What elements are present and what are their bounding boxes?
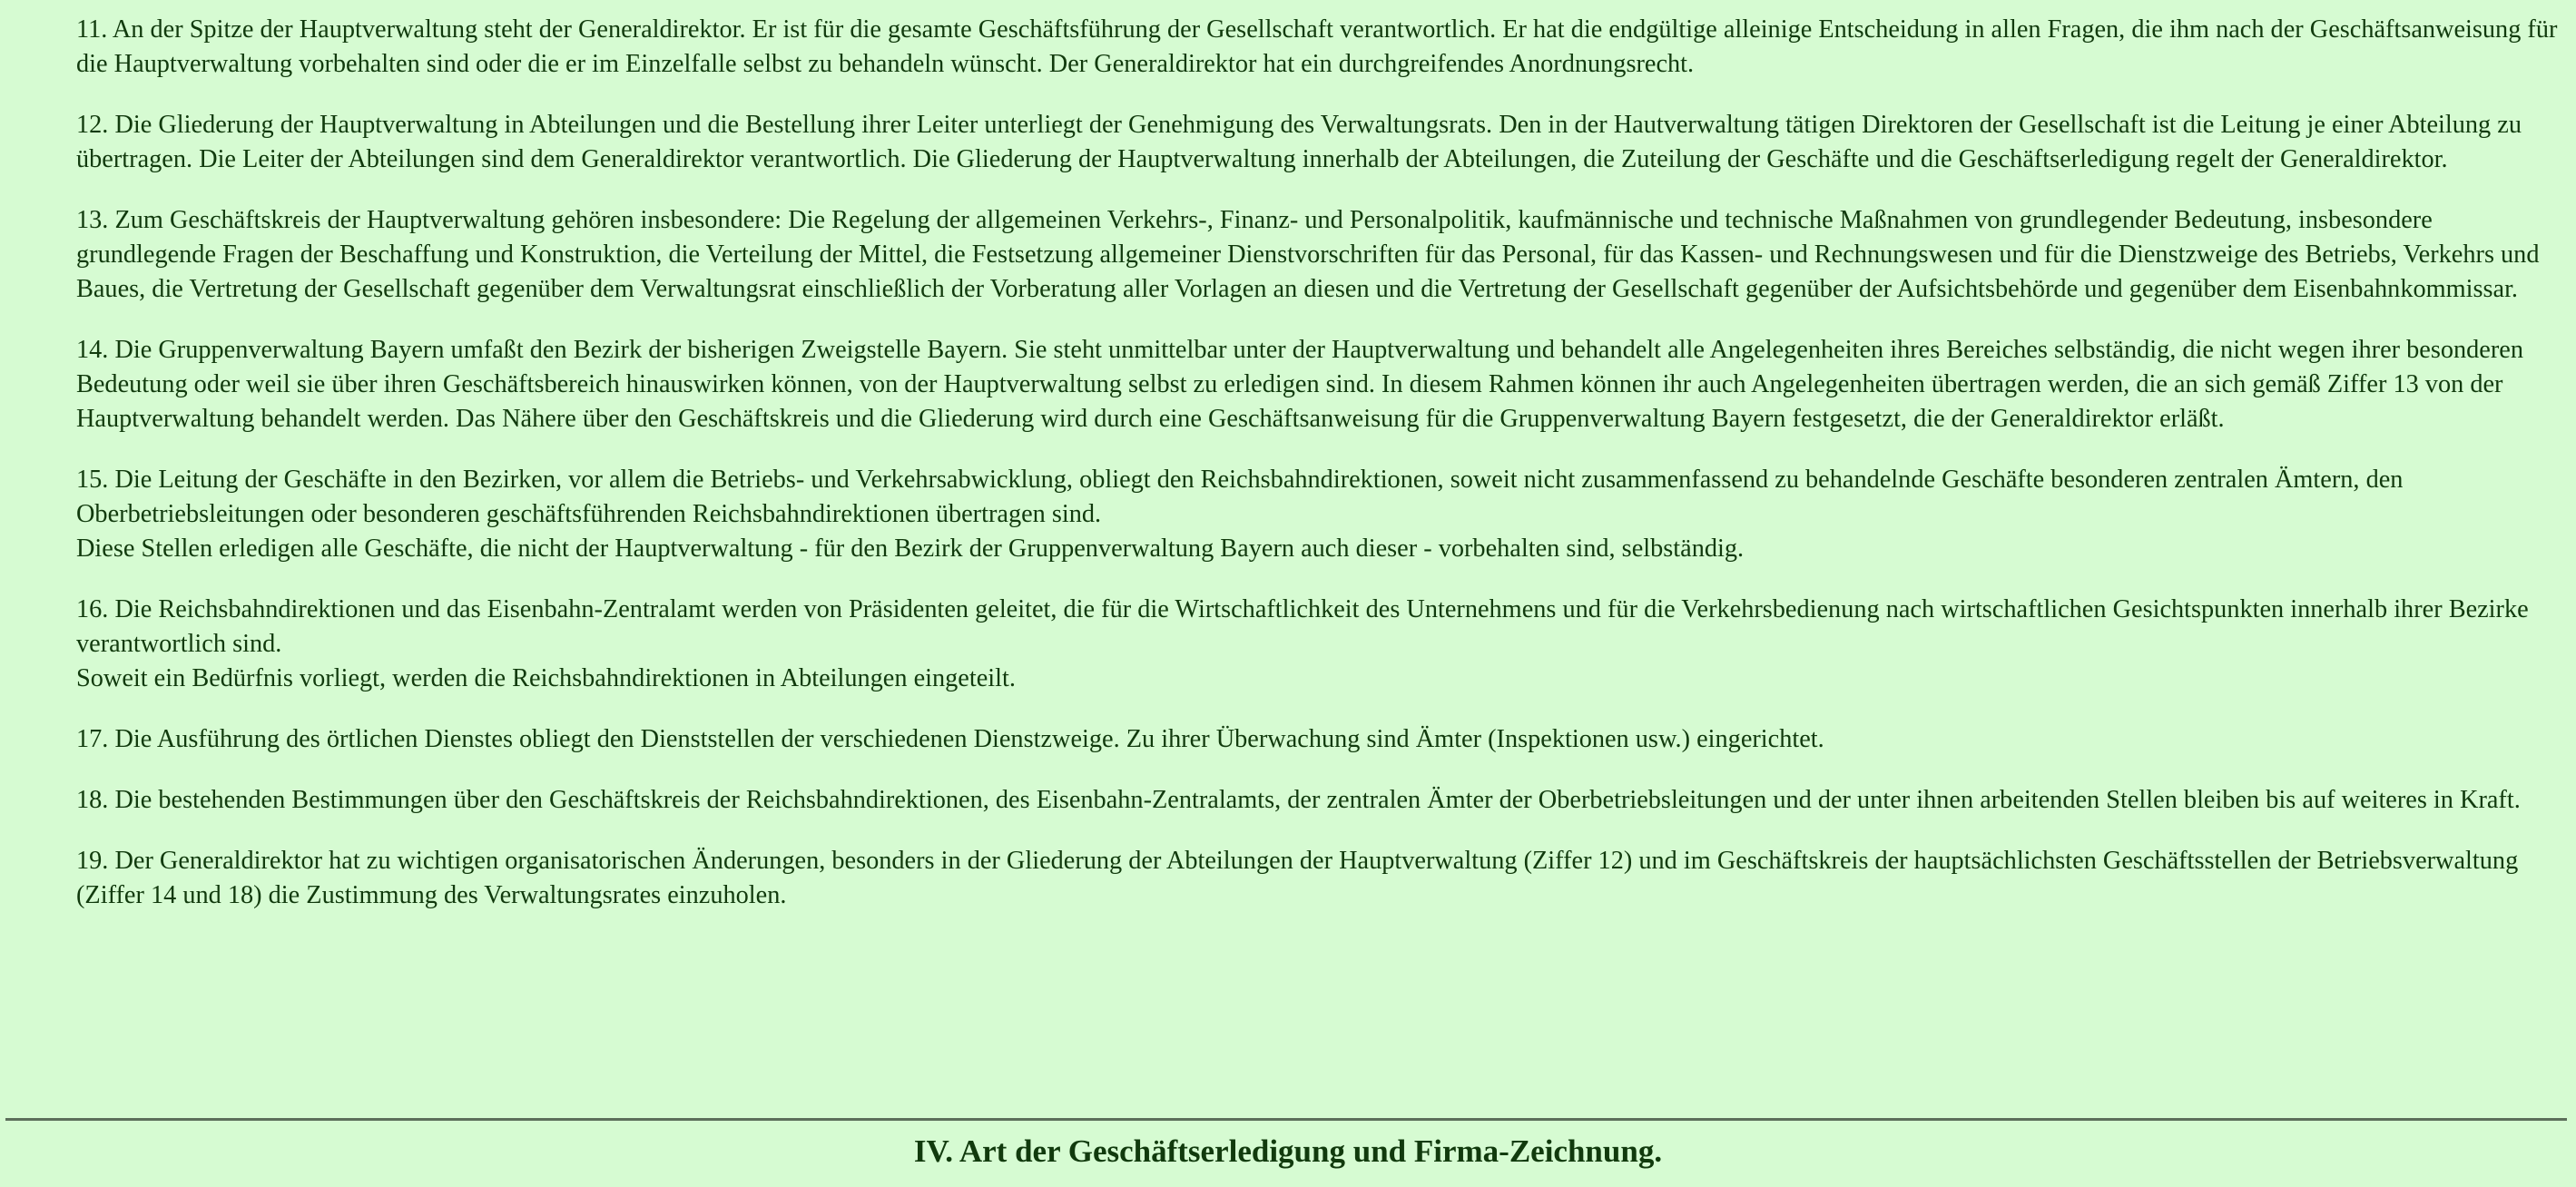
paragraph-text: 15. Die Leitung der Geschäfte in den Bezirken, vor allem die Betriebs- und Verkehrsabwicklung, obliegt den Reichsbahndirektionen, soweit nicht zusammenfassend zu behandelnde Geschäfte besonderen zentralen Ämtern, den Oberbetriebsleitungen oder besonderen geschäftsführenden Reichsbahndirektionen übertragen sind. bbox=[76, 466, 2404, 528]
paragraph-15 bbox=[76, 463, 2563, 566]
paragraph-text: 13. Zum Geschäftskreis der Hauptverwaltung gehören insbesondere: Die Regelung der allgemeinen Verkehrs-, Finanz- und Personalpolitik, kaufmännische und technische Maßnahmen von grundlegender Bedeutung, insbesondere grundlegende Fragen der Beschaffung und Konstruktion, die Verteilung der Mittel, die Festsetzung allgemeiner Dienstvorschriften für das Personal, für das Kassen- und Rechnungswesen und für die Dienstzweige des Betriebs, Verkehrs und Baues, die Vertretung der Gesellschaft gegenüber dem Verwaltungsrat einschließlich der Vorberatung aller Vorlagen an diesen und die Vertretung der Gesellschaft gegenüber der Aufsichtsbehörde und gegenüber dem Eisenbahnkommissar. bbox=[76, 206, 2540, 303]
paragraph-text-continuation: Soweit ein Bedürfnis vorliegt, werden die Reichsbahndirektionen in Abteilungen eingeteilt. bbox=[76, 664, 1016, 692]
paragraph-16 bbox=[76, 593, 2563, 696]
paragraph-text: 19. Der Generaldirektor hat zu wichtigen organisatorischen Änderungen, besonders in der Gliederung der Abteilungen der Hauptverwaltung (Ziffer 12) und im Geschäftskreis der hauptsächlichsten Geschäftsstellen der Betriebsverwaltung (Ziffer 14 und 18) die Zustimmung des Verwaltungsrates einzuholen. bbox=[76, 847, 2519, 909]
paragraph-text: 14. Die Gruppenverwaltung Bayern umfaßt den Bezirk der bisherigen Zweigstelle Bayern. Sie steht unmittelbar unter der Hauptverwaltung und behandelt alle Angelegenheiten ihres Bereiches selbständig, die nicht wegen ihrer besonderen Bedeutung oder weil sie über ihren Geschäftsbereich hinauswirken können, von der Hauptverwaltung selbst zu erledigen sind. In diesem Rahmen können ihr auch Angelegenheiten übertragen werden, die an sich gemäß Ziffer 13 von der Hauptverwaltung behandelt werden. Das Nähere über den Geschäftskreis und die Gliederung wird durch eine Geschäftsanweisung für die Gruppenverwaltung Bayern festgesetzt, die der Generaldirektor erläßt. bbox=[76, 336, 2523, 433]
section-heading: IV. Art der Geschäftserledigung und Firma-Zeichnung. bbox=[913, 1133, 1663, 1169]
paragraph-12 bbox=[76, 108, 2563, 177]
paragraph-text: 12. Die Gliederung der Hauptverwaltung in Abteilungen und die Bestellung ihrer Leiter unterliegt der Genehmigung des Verwaltungsrats. Den in der Hautverwaltung tätigen Direktoren der Gesellschaft ist die Leitung je einer Abteilung zu übertragen. Die Leiter der Abteilungen sind dem Generaldirektor verantwortlich. Die Gliederung der Hauptverwaltung innerhalb der Abteilungen, die Zuteilung der Geschäfte und die Geschäftserledigung regelt der Generaldirektor. bbox=[76, 111, 2522, 173]
paragraph-text: 17. Die Ausführung des örtlichen Dienstes obliegt den Dienststellen der verschiedenen Dienstzweige. Zu ihrer Überwachung sind Ämter (Inspektionen usw.) eingerichtet. bbox=[76, 725, 1824, 753]
paragraph-19 bbox=[76, 844, 2563, 913]
paragraph-14 bbox=[76, 333, 2563, 437]
paragraph-text: 11. An der Spitze der Hauptverwaltung steht der Generaldirektor. Er ist für die gesamte Geschäftsführung der Gesellschaft verantwortlich. Er hat die endgültige alleinige Entscheidung in allen Fragen, die ihm nach der Geschäftsanweisung für die Hauptverwaltung vorbehalten sind oder die er im Einzelfalle selbst zu behandeln wünscht. Der Generaldirektor hat ein durchgreifendes Anordnungsrecht. bbox=[76, 15, 2558, 78]
paragraph-13 bbox=[76, 203, 2563, 307]
paragraph-17 bbox=[76, 722, 2563, 757]
document-body bbox=[76, 13, 2563, 939]
paragraph-text: 18. Die bestehenden Bestimmungen über den Geschäftskreis der Reichsbahndirektionen, des Eisenbahn-Zentralamts, der zentralen Ämter der Oberbetriebsleitungen und der unter ihnen arbeitenden Stellen bleiben bis auf weiteres in Kraft. bbox=[76, 786, 2521, 814]
section-divider bbox=[5, 1118, 2567, 1121]
paragraph-text: 16. Die Reichsbahndirektionen und das Eisenbahn-Zentralamt werden von Präsidenten geleitet, die für die Wirtschaftlichkeit des Unternehmens und für die Verkehrsbedienung nach wirtschaftlichen Gesichtspunkten innerhalb ihrer Bezirke verantwortlich sind. bbox=[76, 595, 2529, 658]
paragraph-11 bbox=[76, 13, 2563, 82]
paragraph-text-continuation: Diese Stellen erledigen alle Geschäfte, die nicht der Hauptverwaltung - für den Bezirk der Gruppenverwaltung Bayern auch dieser - vorbehalten sind, selbständig. bbox=[76, 535, 1745, 563]
paragraph-18 bbox=[76, 783, 2563, 818]
